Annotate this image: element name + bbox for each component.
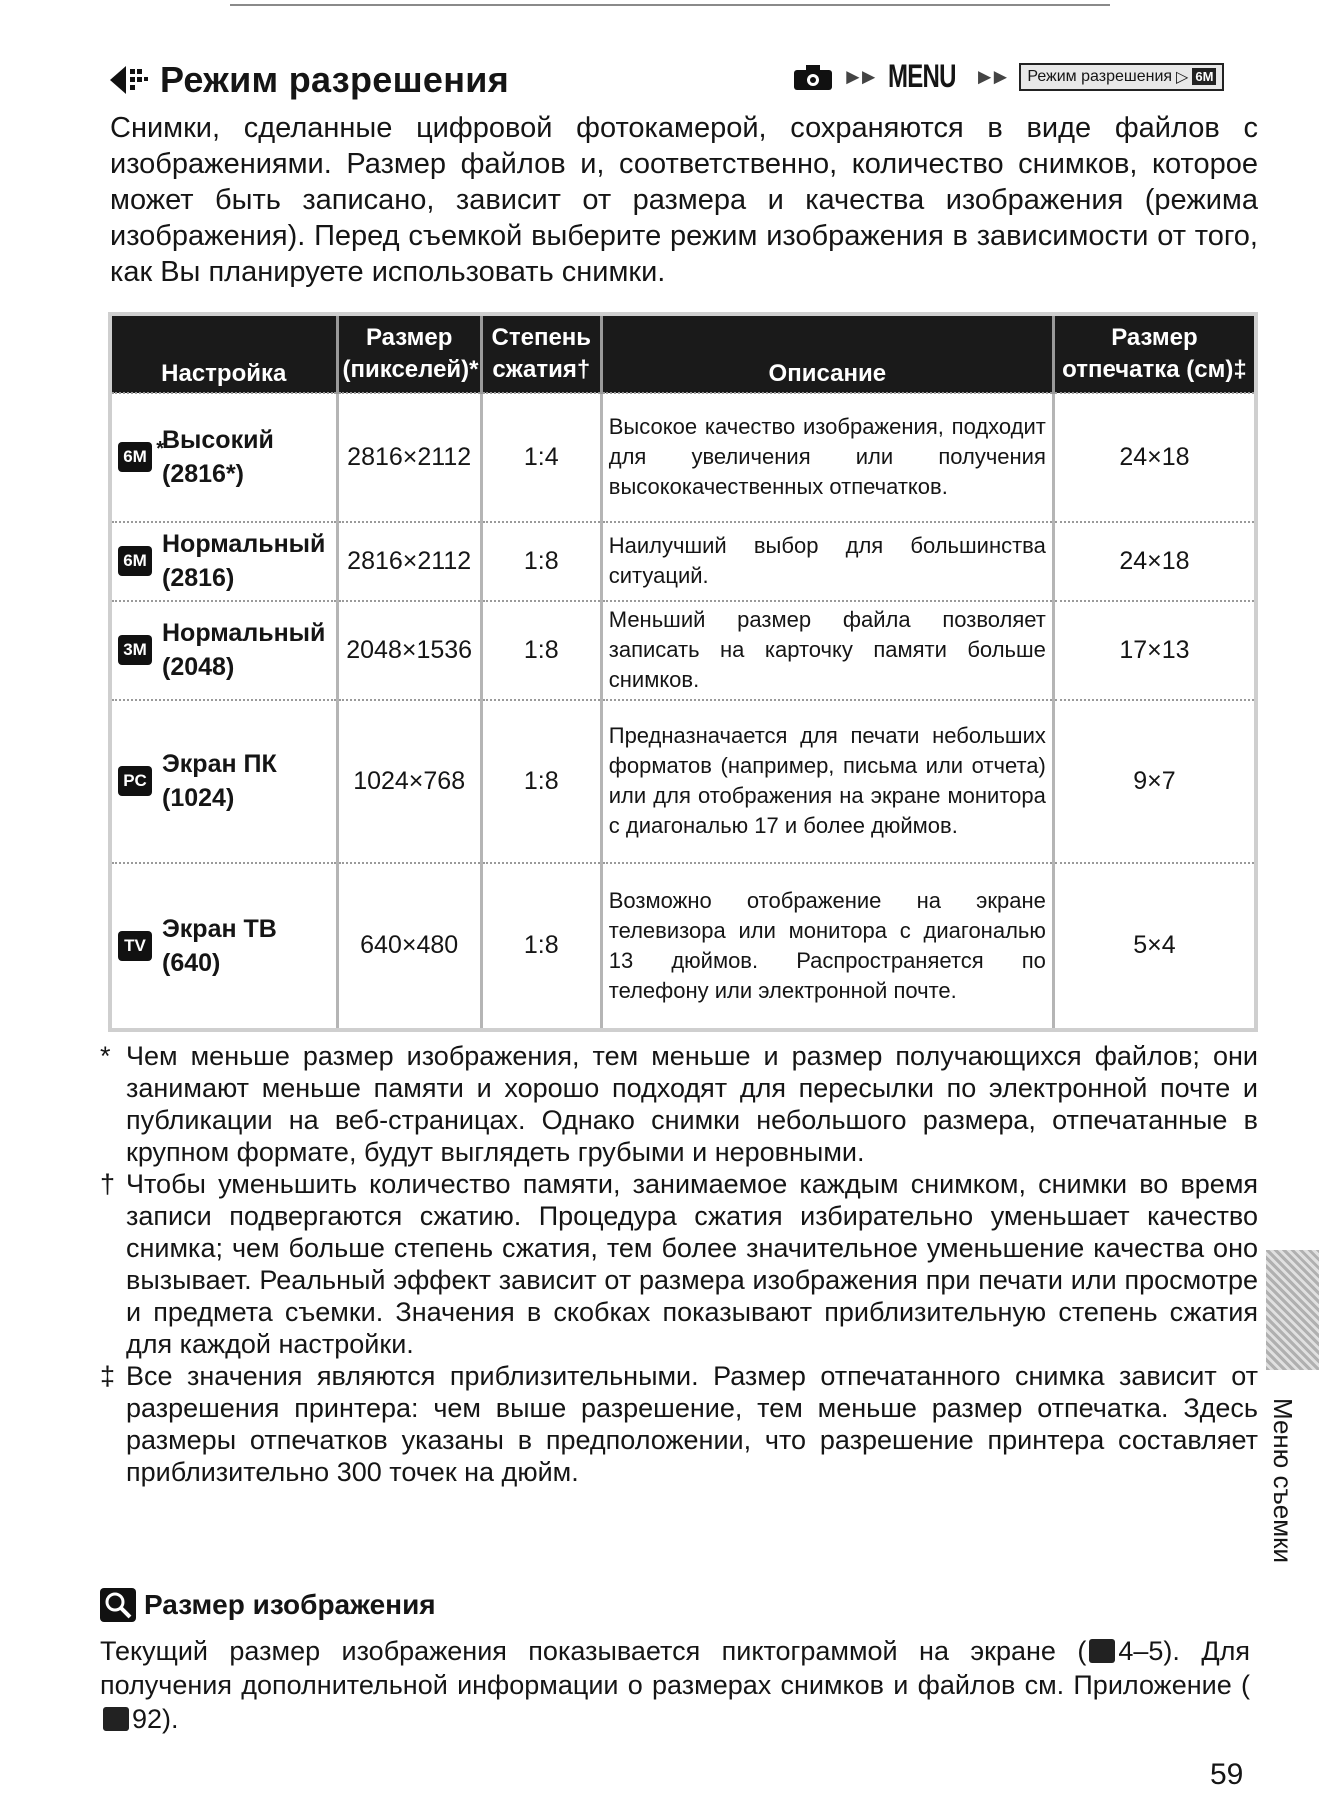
resolution-table	[112, 316, 1254, 1028]
normal-6m-icon: 6M	[118, 546, 152, 576]
table-row	[112, 700, 1254, 863]
menu-item-label: Режим разрешения	[1027, 67, 1173, 85]
size-cell: 640×480	[337, 863, 481, 1028]
setting-cell: PC Экран ПК (1024)	[112, 700, 337, 863]
tip-paragraph: Текущий размер изображения показывается пиктограммой на экране ( 4–5). Для получения дополнительной информации о размерах снимков и файлов см. Приложение (92).	[100, 1636, 1250, 1734]
setting-cell: 6M * Высокий (2816*)	[112, 393, 337, 522]
menu-item-pill	[1019, 63, 1224, 91]
intro-paragraph: Снимки, сделанные цифровой фотокамерой, сохраняются в виде файлов с изображениями. Размер файлов и, соответственно, количество снимков, которое может быть записано, зависит от размера и качества изображения (режима изображения). Перед съемкой выберите режим изображения в зависимости от того, как Вы планируете использовать снимки.	[110, 112, 1258, 288]
compression-cell: 1:8	[481, 863, 601, 1028]
tv-screen-icon: TV	[118, 931, 152, 961]
menu-label: MENU	[887, 58, 956, 94]
magnifier-icon	[100, 1588, 136, 1622]
compression-cell: 1:8	[481, 700, 601, 863]
camera-icon	[792, 62, 834, 92]
page-reference-icon	[1089, 1639, 1115, 1663]
table-row	[112, 522, 1254, 601]
footnote-symbol: ‡	[100, 1361, 116, 1391]
description-cell: Предназначается для печати небольших форматов (например, письма или отчета) или для отображения на экране монитора с диагональю 17 и более дюймов.	[601, 700, 1053, 863]
arrow-right-icon: ►►	[842, 63, 874, 89]
compression-cell: 1:8	[481, 522, 601, 601]
description-cell: Меньший размер файла позволяет записать на карточку памяти больше снимков.	[601, 601, 1053, 700]
tip-title: Размер изображения	[144, 1589, 436, 1620]
pc-screen-icon: PC	[118, 766, 152, 796]
footnote	[100, 1040, 1258, 1168]
footnote-symbol: *	[100, 1041, 111, 1071]
size-cell: 2816×2112	[337, 522, 481, 601]
chapter-tab	[1266, 1250, 1319, 1370]
page-reference-icon	[103, 1707, 129, 1731]
footnote-symbol: †	[100, 1169, 116, 1199]
compression-cell: 1:8	[481, 601, 601, 700]
table-header-row	[112, 316, 1254, 393]
resolution-table-frame	[108, 312, 1258, 1032]
print-size-cell: 9×7	[1053, 700, 1254, 863]
table-row	[112, 393, 1254, 522]
header-compression: Степень сжатия†	[481, 316, 601, 393]
setting-cell: 3M Нормальный (2048)	[112, 601, 337, 700]
print-size-cell: 5×4	[1053, 863, 1254, 1028]
setting-cell: 6M Нормальный (2816)	[112, 522, 337, 601]
compression-cell: 1:4	[481, 393, 601, 522]
size-cell: 2048×1536	[337, 601, 481, 700]
page-number: 59	[1210, 1758, 1244, 1791]
top-rule	[230, 4, 1110, 6]
print-size-cell: 24×18	[1053, 522, 1254, 601]
arrow-right-icon: ►►	[973, 63, 1006, 89]
play-icon: ▷	[1176, 68, 1189, 86]
header-print-size: Размер отпечатка (см)‡	[1053, 316, 1254, 393]
print-size-cell: 17×13	[1053, 601, 1254, 700]
size-cell: 2816×2112	[337, 393, 481, 522]
footnotes	[100, 1040, 1258, 1488]
description-cell: Высокое качество изображения, подходит для увеличения или получения высококачественных отпечатков.	[601, 393, 1053, 522]
section-heading	[108, 52, 509, 108]
tip-heading	[100, 1588, 436, 1622]
footnote	[100, 1360, 1258, 1488]
high-6m-icon: 6M *	[118, 442, 152, 472]
normal-3m-icon: 3M	[118, 635, 152, 665]
description-cell: Наилучший выбор для большинства ситуаций.	[601, 522, 1053, 601]
header-description: Описание	[601, 316, 1053, 393]
size-cell: 1024×768	[337, 700, 481, 863]
table-row	[112, 601, 1254, 700]
setting-cell: TV Экран ТВ (640)	[112, 863, 337, 1028]
chapter-side-label: Меню съемки	[1268, 1398, 1298, 1563]
header-size: Размер (пикселей)*	[337, 316, 481, 393]
footnote-text: Чтобы уменьшить количество памяти, занимаемое каждым снимком, снимки во время записи подвергаются сжатию. Процедура сжатия избирательно уменьшает качество снимка; чем больше степень сжатия, тем более значительное уменьшение качества оно вызывает. Реальный эффект зависит от размера изображения при печати или просмотре и предмета съемки. Значения в скобках показывают приблизительную степень сжатия для каждой настройки.	[126, 1169, 1258, 1359]
print-size-cell: 24×18	[1053, 393, 1254, 522]
table-row	[112, 863, 1254, 1028]
footnote-text: Чем меньше размер изображения, тем меньше и размер получающихся файлов; они занимают меньше памяти и хорошо подходят для пересылки по электронной почте и публикации на веб-страницах. Однако снимки небольшого размера, отпечатанные в крупном формате, будут выглядеть грубыми и неровными.	[126, 1041, 1258, 1167]
page-title: Режим разрешения	[160, 59, 510, 100]
menu-path	[792, 58, 1224, 95]
image-mode-icon	[108, 60, 152, 100]
footnote	[100, 1168, 1258, 1360]
footnote-text: Все значения являются приблизительными. Размер отпечатанного снимка зависит от разрешения принтера: чем выше разрешение, тем меньше размер отпечатка. Здесь размеры отпечатков указаны в предположении, что разрешение принтера составляет приблизительно 300 точек на дюйм.	[126, 1361, 1258, 1487]
header-setting: Настройка	[112, 316, 337, 393]
mode-badge-icon: 6M	[1192, 68, 1216, 85]
description-cell: Возможно отображение на экране телевизора или монитора с диагональю 13 дюймов. Распространяется по телефону или электронной почте.	[601, 863, 1053, 1028]
